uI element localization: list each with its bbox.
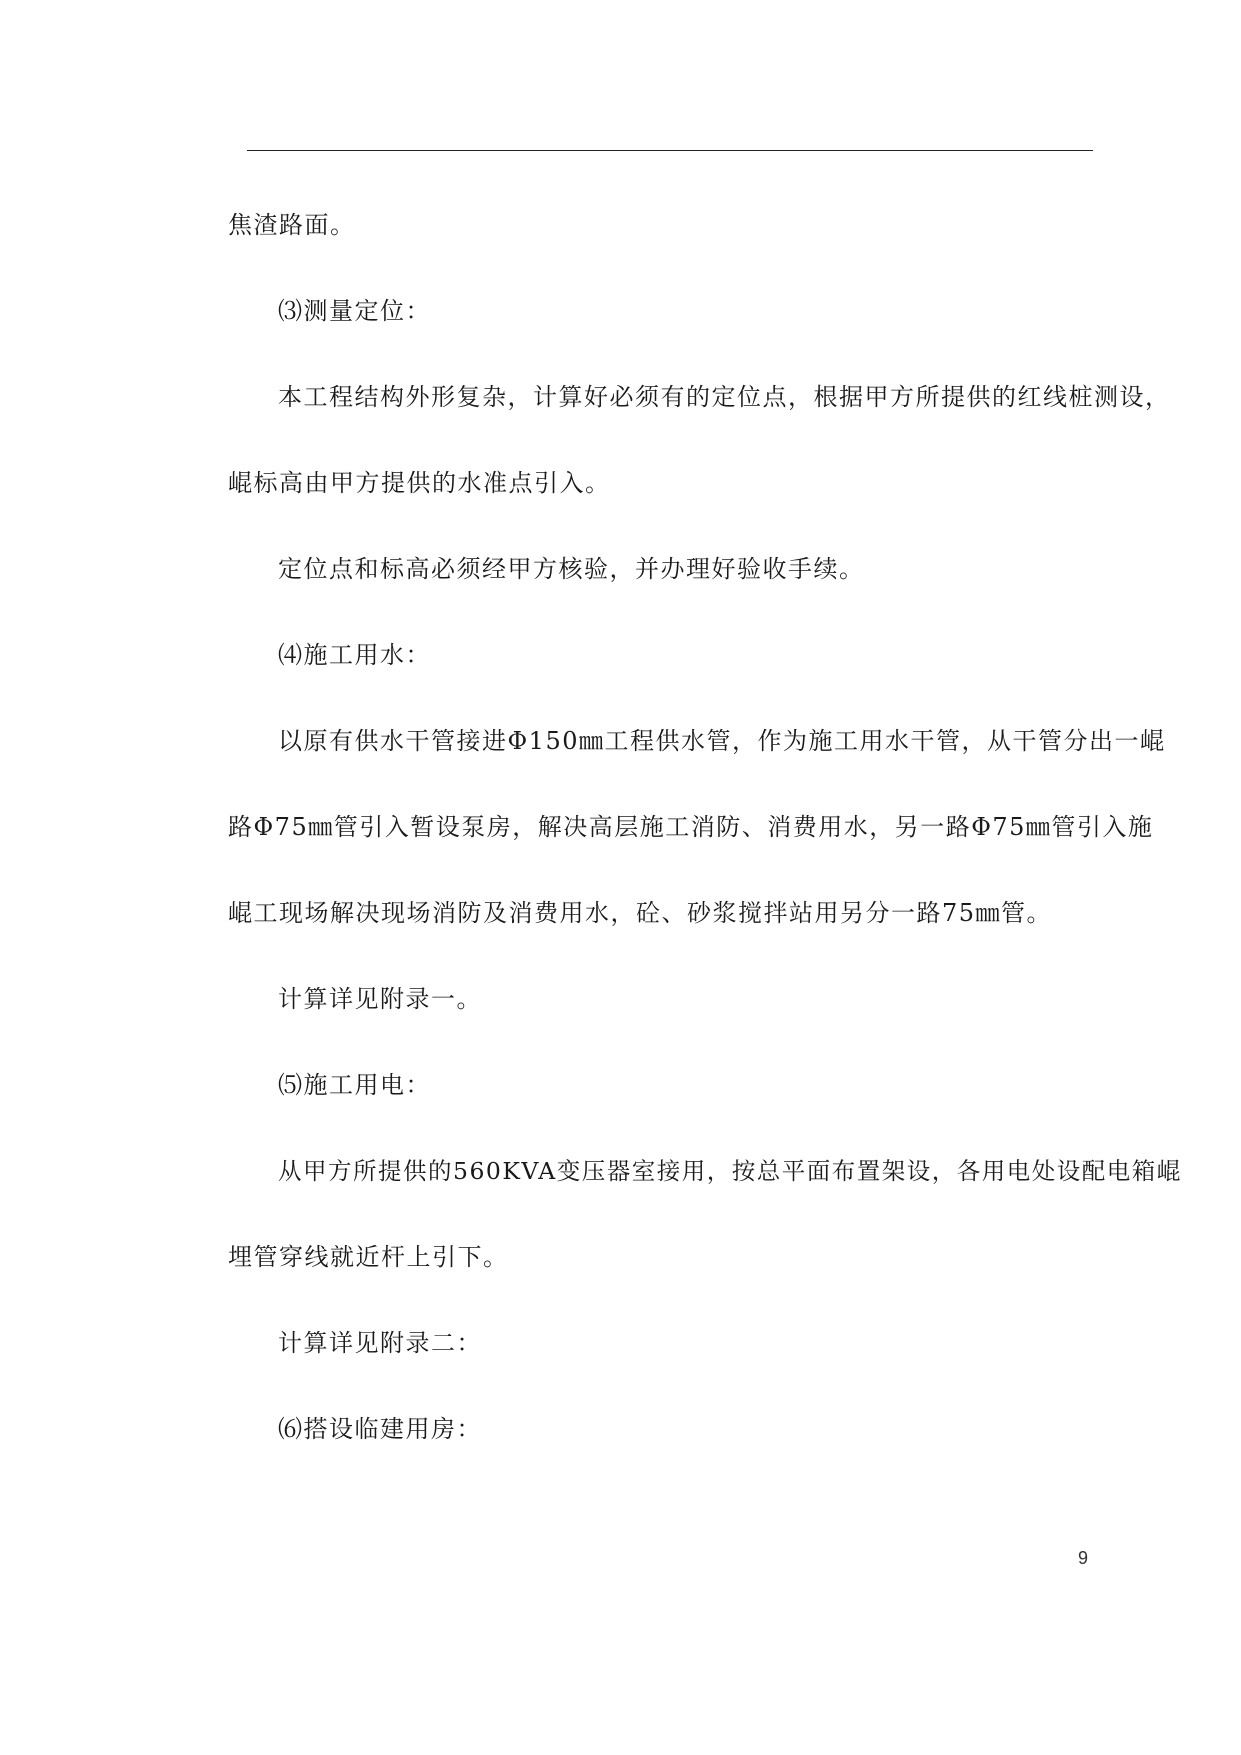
header-rule bbox=[247, 150, 1093, 151]
page-number: 9 bbox=[1078, 1548, 1089, 1568]
section-heading: ⑹搭设临建用房： bbox=[278, 1415, 482, 1443]
body-text-line: 以原有供水干管接进Φ150㎜工程供水管，作为施工用水干管，从干管分出一崐 bbox=[278, 727, 1166, 755]
section-heading: ⑸施工用电： bbox=[278, 1071, 431, 1099]
body-text-line: 计算详见附录二： bbox=[278, 1329, 482, 1357]
body-text-line: 从甲方所提供的560KVA变压器室接用，按总平面布置架设，各用电处设配电箱崐 bbox=[278, 1157, 1182, 1185]
body-text-line: 崐标高由甲方提供的水准点引入。 bbox=[228, 469, 611, 497]
section-heading: ⑶测量定位： bbox=[278, 297, 431, 325]
body-text-line: 路Φ75㎜管引入暂设泵房，解决高层施工消防、消费用水，另一路Φ75㎜管引入施 bbox=[228, 813, 1154, 841]
body-text-line: 本工程结构外形复杂，计算好必须有的定位点，根据甲方所提供的红线桩测设， bbox=[278, 383, 1171, 411]
section-heading: ⑷施工用水： bbox=[278, 641, 431, 669]
body-text-line: 焦渣路面。 bbox=[228, 211, 356, 239]
body-text-line: 定位点和标高必须经甲方核验，并办理好验收手续。 bbox=[278, 555, 865, 583]
body-text-line: 计算详见附录一。 bbox=[278, 985, 482, 1013]
body-text-line: 埋管穿线就近杆上引下。 bbox=[228, 1243, 509, 1271]
body-text-line: 崐工现场解决现场消防及消费用水，砼、砂浆搅拌站用另分一路75㎜管。 bbox=[228, 899, 1053, 927]
